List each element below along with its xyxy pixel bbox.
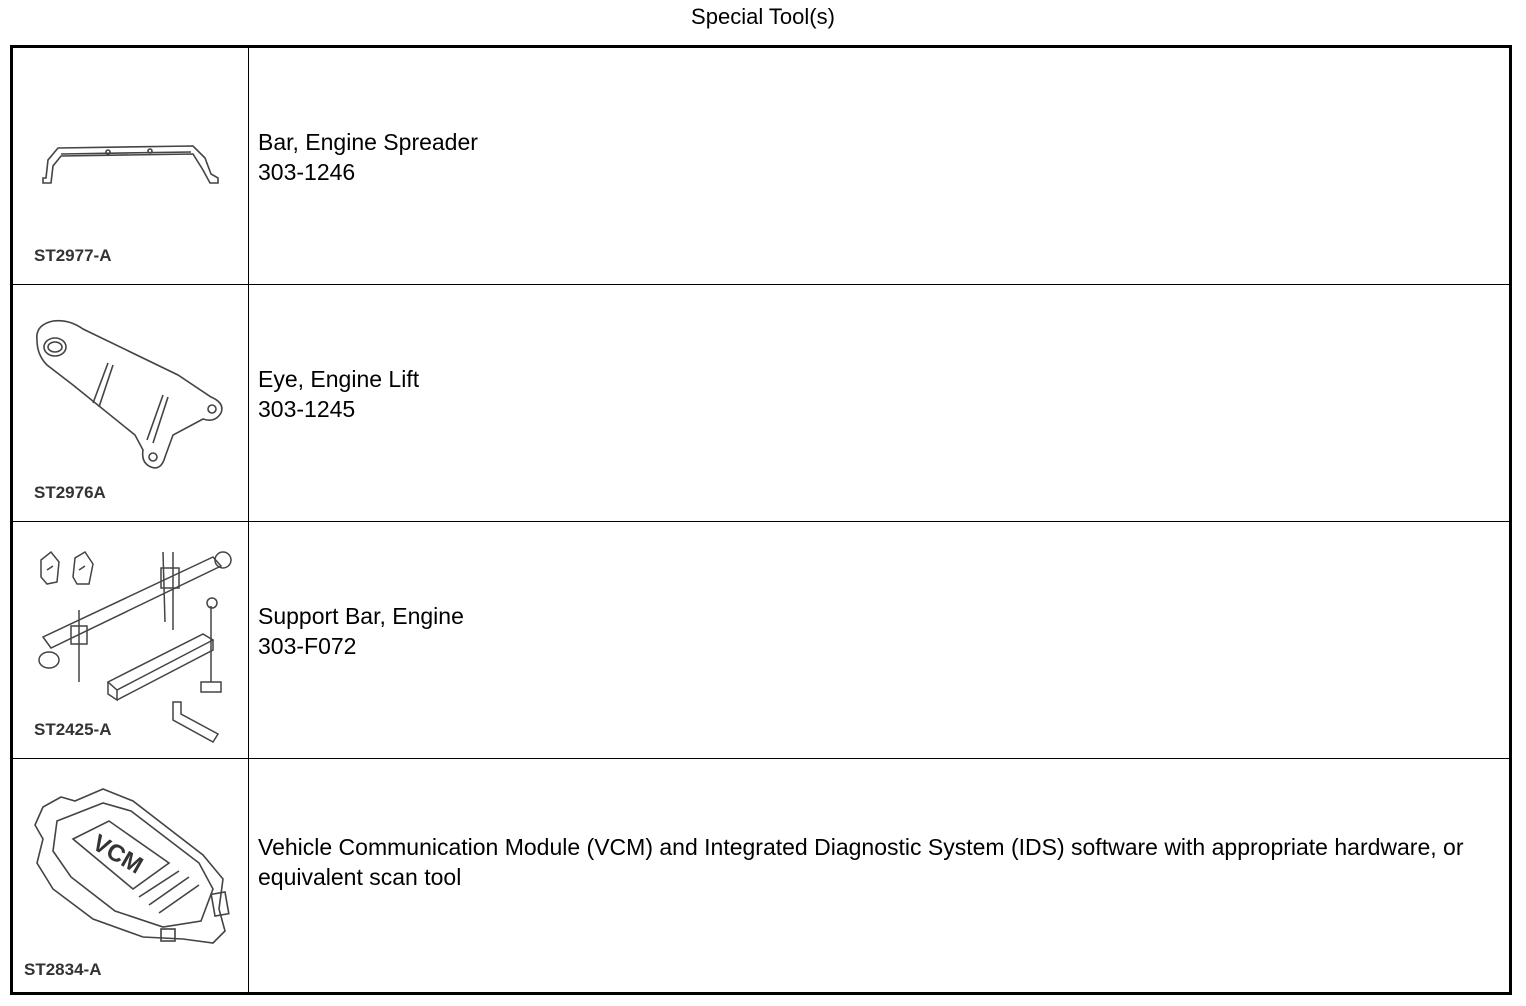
tool-description	[258, 522, 1469, 758]
tool-number: 303-F072	[258, 633, 357, 659]
table-row	[13, 285, 1509, 522]
tool-name: Bar, Engine Spreader	[258, 129, 478, 155]
tool-name: Eye, Engine Lift	[258, 366, 420, 392]
tool-image-code: ST2976A	[34, 483, 106, 502]
tool-image-cell	[13, 759, 249, 992]
tool-number: 303-1245	[258, 396, 356, 422]
tool-image-code: ST2834-A	[24, 960, 102, 979]
table-row	[13, 759, 1509, 992]
table-row	[13, 48, 1509, 285]
tool-description	[258, 759, 1469, 992]
page-title: Special Tool(s)	[691, 4, 835, 29]
tool-image-cell	[13, 48, 249, 284]
table-row	[13, 522, 1509, 759]
tool-name: Vehicle Communication Module (VCM) and Integrated Diagnostic System (IDS) software with appropriate hardware, or equivalent scan tool	[258, 833, 1464, 890]
tool-number: 303-1246	[258, 159, 356, 185]
tool-image-cell	[13, 285, 249, 521]
tool-description	[258, 285, 1469, 521]
tool-description	[258, 48, 1469, 284]
tool-image-cell	[13, 522, 249, 758]
vcm-module-icon	[13, 759, 248, 992]
tool-image-code: ST2425-A	[34, 720, 112, 739]
tool-name: Support Bar, Engine	[258, 603, 464, 629]
tool-image-code: ST2977-A	[34, 246, 112, 265]
special-tools-table	[10, 45, 1512, 995]
vcm-logo-text: VCM	[87, 829, 148, 880]
